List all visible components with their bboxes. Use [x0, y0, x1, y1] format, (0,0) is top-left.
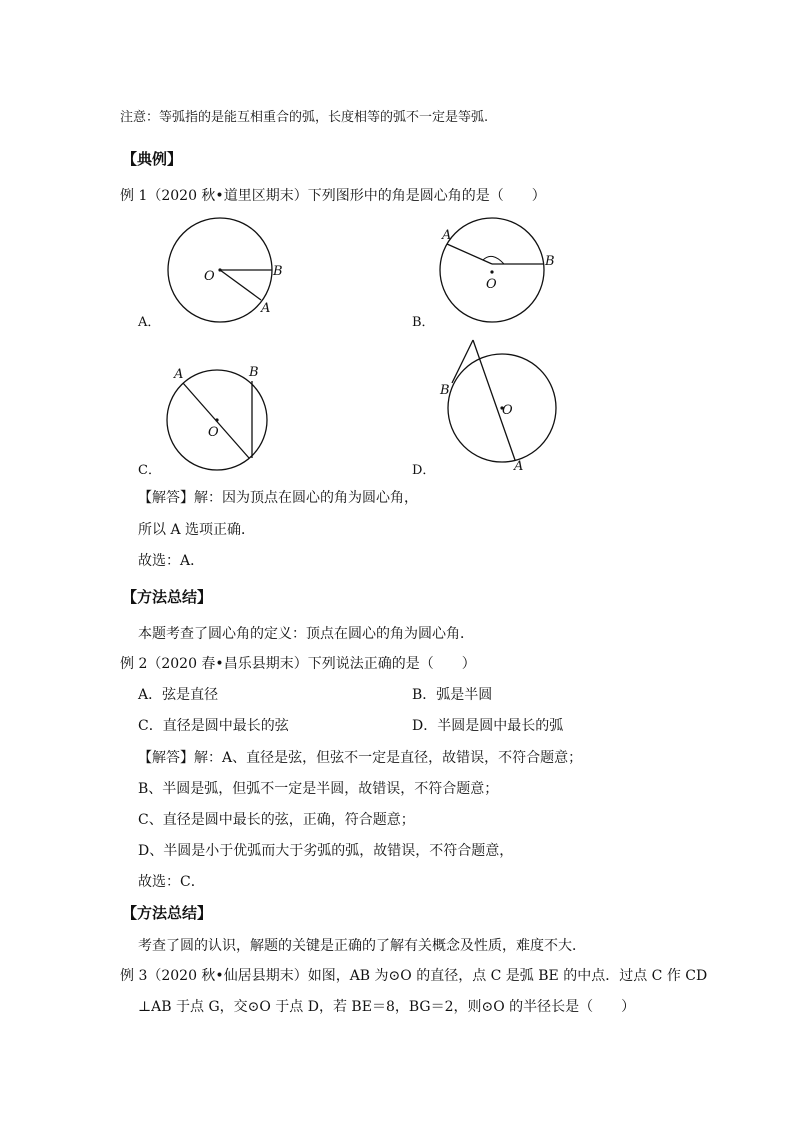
figure-b-circle: [440, 218, 544, 322]
example-2-summary-heading: 【方法总结】: [122, 904, 213, 922]
example-2-answer-line-5: 故选：C．: [138, 874, 205, 890]
example-1-summary-heading: 【方法总结】: [122, 588, 213, 606]
example-1-summary: 本题考查了圆心角的定义：顶点在圆心的角为圆心角．: [138, 626, 474, 642]
option-c-label: C．: [138, 463, 161, 478]
figure-b-label-b: B: [545, 254, 555, 269]
figure-d-label-o: O: [502, 403, 513, 418]
example-2-option-c: C．直径是圆中最长的弦: [138, 718, 289, 734]
section-heading-examples: 【典例】: [122, 150, 183, 168]
option-d-label: D．: [412, 463, 436, 478]
example-3-question-line-2: ⊥AB 于点 G，交⊙O 于点 D，若 BE＝8，BG＝2，则⊙O 的半径长是（ ）: [138, 999, 636, 1015]
example-2-question: 例 2（2020 春•昌乐县期末）下列说法正确的是（ ）: [120, 656, 476, 672]
option-a-label: A．: [138, 315, 161, 330]
figure-a-label-a: A: [261, 301, 271, 316]
figure-c-label-o: O: [208, 425, 219, 440]
figure-a-label-b: B: [273, 264, 283, 279]
note-text: 注意：等弧指的是能互相重合的弧，长度相等的弧不一定是等弧.: [120, 110, 489, 125]
figure-b-label-a: A: [442, 228, 452, 243]
example-2-option-d: D．半圆是圆中最长的弧: [412, 718, 564, 734]
figure-a: [160, 218, 290, 328]
example-2-answer-line-3: C、直径是圆中最长的弦，正确，符合题意；: [138, 812, 415, 828]
example-3-question-line-1: 例 3（2020 秋•仙居县期末）如图，AB 为⊙O 的直径，点 C 是弧 BE 的中点．过点 C 作 CD: [120, 968, 708, 984]
figure-c-label-b: B: [249, 365, 259, 380]
option-b-label: B．: [412, 315, 435, 330]
figure-d: [436, 340, 576, 475]
example-2-answer-line-4: D、半圆是小于优弧而大于劣弧的弧，故错误，不符合题意，: [138, 843, 514, 859]
example-1-answer-line-2: 所以 A 选项正确．: [138, 522, 256, 538]
example-1-question: 例 1（2020 秋•道里区期末）下列图形中的角是圆心角的是（ ）: [120, 188, 546, 204]
figure-b: [436, 218, 566, 328]
example-2-option-b: B．弧是半圆: [412, 687, 493, 703]
figure-c-label-a: A: [174, 367, 184, 382]
example-2-option-a: A．弦是直径: [138, 687, 219, 703]
figure-b-label-o: O: [486, 277, 497, 292]
figure-d-label-a: A: [514, 459, 524, 474]
figure-c: [160, 362, 290, 472]
example-2-summary: 考查了圆的认识，解题的关键是正确的了解有关概念及性质，难度不大．: [138, 938, 586, 954]
example-2-answer-line-1: 【解答】解：A、直径是弦，但弦不一定是直径，故错误，不符合题意；: [138, 750, 583, 766]
figure-d-label-b: B: [440, 383, 450, 398]
example-1-answer-line-1: 【解答】解：因为顶点在圆心的角为圆心角，: [138, 490, 418, 506]
example-2-answer-line-2: B、半圆是弧，但弧不一定是半圆，故错误，不符合题意；: [138, 781, 499, 797]
figure-a-label-o: O: [204, 269, 215, 284]
example-1-answer-line-3: 故选：A．: [138, 553, 205, 569]
